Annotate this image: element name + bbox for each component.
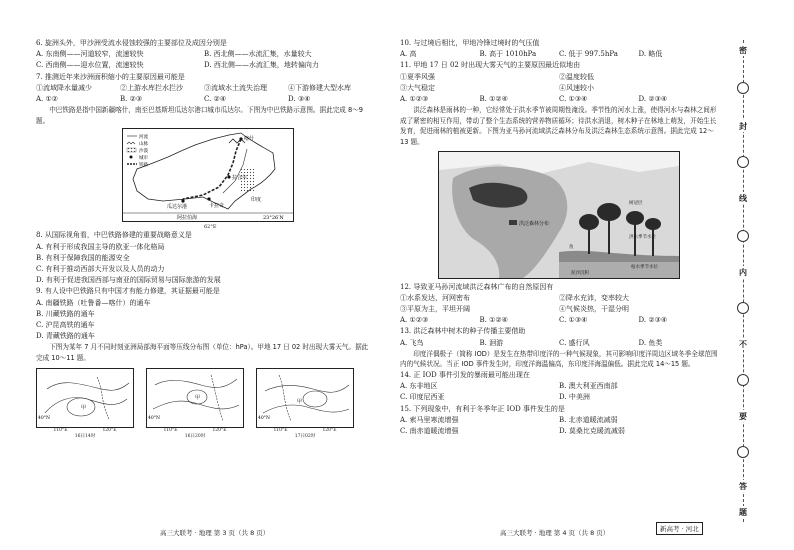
option: D. 有利于促进我国西部与南亚的国际贸易与国际旅游的发展 bbox=[36, 276, 221, 285]
q7-statements bbox=[36, 83, 372, 94]
seal-char: 密 bbox=[732, 44, 754, 56]
option: A. 东南侧——河道较窄，流速较快 bbox=[36, 50, 144, 59]
question-11: 11. 甲地 17 日 02 时出现大雾天气的主要原因最近似地由 bbox=[400, 61, 581, 70]
svg-text:40°N: 40°N bbox=[148, 415, 160, 421]
option: C. ①③④ bbox=[559, 316, 588, 325]
option: C. 盛行风 bbox=[559, 338, 590, 347]
seal-char: 题 bbox=[732, 506, 754, 518]
statement: ④下游修建大型水库 bbox=[288, 83, 351, 92]
option: A. 飞鸟 bbox=[400, 338, 424, 347]
intro-12-13: 洪泛森林是雨林的一种，它经常处于洪水季节被周期性淹没。季节性的河水上涨，使得河水与森林之间形成了紧密的相互作用，带动了整个生态系统的营养物质循环；待洪水消退，树木种子在林地上萌发，开始生长发育，促进雨林的植被更新。下图为亚马孙河流域洪泛森林分布及洪泛森林生态系统示意图。据此完成 12～13 题。 bbox=[400, 106, 717, 146]
question-8: 8. 从国际视角看，中巴铁路修建的重要战略意义是 bbox=[36, 231, 192, 240]
lon-label: 110°E bbox=[163, 427, 178, 433]
option: C. 南赤道暖流增强 bbox=[400, 427, 459, 436]
statement: ①水系发达，河网密布 bbox=[400, 293, 470, 302]
option: D. 莫桑比克暖流减弱 bbox=[559, 427, 625, 436]
option: A. ①②③ bbox=[400, 95, 429, 104]
option: A. 有利于形成我国主导的欧亚一体化格局 bbox=[36, 242, 165, 251]
option: B. 川藏铁路的通车 bbox=[36, 309, 95, 318]
option: D. 西北侧——水流汇集，地转偏向力 bbox=[204, 61, 319, 70]
city-label: 拉合尔 bbox=[232, 175, 248, 182]
svg-text:沙漠: 沙漠 bbox=[139, 149, 148, 155]
isobar-svg bbox=[37, 369, 133, 427]
option: A. 高 bbox=[400, 50, 417, 59]
mountain-symbol bbox=[229, 139, 245, 143]
isobar-svg bbox=[147, 369, 243, 427]
svg-text:甲: 甲 bbox=[297, 398, 303, 405]
amazon-figure-svg bbox=[439, 152, 679, 278]
lon-label: 120°E bbox=[102, 427, 117, 433]
seal-char: 答 bbox=[732, 480, 754, 492]
question-12: 12. 导致亚马孙河流域洪泛森林广布的自然原因有 bbox=[400, 282, 554, 291]
statement: ①夏季风强 bbox=[400, 72, 435, 81]
railway-map bbox=[122, 128, 294, 222]
figure-label: 洪水季节水位 bbox=[629, 234, 656, 240]
map-label: 瓜达尔港 bbox=[167, 204, 188, 211]
option: C. 沪昆高铁的通车 bbox=[36, 321, 95, 330]
city-label: 卡拉奇 bbox=[209, 203, 225, 210]
option: A. 南疆铁路（吐鲁番—喀什）的通车 bbox=[36, 298, 151, 307]
circle-mark bbox=[737, 156, 749, 168]
option: D. 鱼类 bbox=[638, 338, 663, 347]
option: D. 青藏铁路的通车 bbox=[36, 332, 95, 341]
city-dot bbox=[181, 200, 184, 203]
option: B. 澳大利亚西南部 bbox=[559, 382, 618, 391]
svg-text:40°N: 40°N bbox=[258, 415, 270, 421]
statement: ②上游水库拦水拦沙 bbox=[120, 83, 183, 92]
question-13: 13. 洪泛森林中树木的种子传播主要借助 bbox=[400, 327, 526, 336]
option: A. ①②③ bbox=[400, 316, 429, 325]
q13-options bbox=[400, 338, 718, 349]
figure-legend: 洪泛森林分布 bbox=[519, 220, 550, 227]
option: B. ①②④ bbox=[479, 316, 508, 325]
q6-options bbox=[36, 49, 372, 60]
option: B. 高于 1010hPa bbox=[479, 50, 537, 59]
q6-options bbox=[36, 60, 372, 71]
city-dot bbox=[207, 198, 210, 201]
left-column bbox=[36, 38, 372, 440]
railway-line bbox=[183, 139, 241, 199]
svg-text:甲: 甲 bbox=[195, 394, 201, 401]
map-label: 阿拉伯海 bbox=[177, 215, 198, 222]
statement: ①流域降水量减少 bbox=[36, 83, 92, 92]
option: C. ①③④ bbox=[559, 95, 588, 104]
svg-text:河流: 河流 bbox=[139, 135, 148, 141]
question-14: 14. 正 IOD 事件引发的暴雨最可能出现在 bbox=[400, 371, 530, 379]
seal-char: 线 bbox=[732, 192, 754, 204]
isobar-map-1 bbox=[36, 368, 134, 440]
city-dot bbox=[239, 138, 242, 141]
figure-label: 枯水季节水位 bbox=[631, 264, 658, 270]
seal-char: 要 bbox=[732, 410, 754, 422]
lon-label: 120°E bbox=[322, 427, 337, 433]
option: D. ②③④ bbox=[638, 316, 668, 325]
statement: ②温度较低 bbox=[559, 72, 594, 81]
q15-options bbox=[400, 426, 718, 437]
option: D. ②③④ bbox=[638, 95, 668, 104]
svg-text:山脉: 山脉 bbox=[139, 142, 148, 148]
question-10: 10. 与过境后相比，甲地冷锋过境时的气压值 bbox=[400, 39, 540, 47]
q11-statements bbox=[400, 83, 718, 94]
lon-label: 110°E bbox=[53, 427, 68, 433]
statement: ②降水充沛，变率较大 bbox=[559, 293, 629, 302]
option: C. 低于 997.5hPa bbox=[559, 50, 618, 59]
isobar-map-3 bbox=[256, 368, 354, 440]
option: C. 西南侧——迎水位置，流速较快 bbox=[36, 61, 144, 70]
option: B. 西北侧——水流汇集，水量较大 bbox=[204, 50, 312, 59]
option: C. 印度尼西亚 bbox=[400, 393, 445, 402]
page-footer-left: 高三大联考 · 地理 第 3 页（共 8 页） bbox=[160, 529, 270, 537]
circle-mark bbox=[737, 302, 749, 314]
lon-label: 120°E bbox=[212, 427, 227, 433]
lon-label: 62°E bbox=[204, 224, 217, 231]
exam-badge: 新高考 · 河北 bbox=[656, 522, 703, 535]
option: B. ①②④ bbox=[479, 95, 508, 104]
map-label: 印度 bbox=[251, 197, 262, 204]
lon-label: 110°E bbox=[273, 427, 288, 433]
svg-text:铁路: 铁路 bbox=[139, 163, 148, 169]
option: D. 中美洲 bbox=[559, 393, 590, 402]
map-time: 17日02时 bbox=[294, 433, 316, 439]
map-time: 16日14时 bbox=[74, 433, 96, 439]
q12-options bbox=[400, 315, 718, 326]
circle-mark bbox=[737, 230, 749, 242]
option: D. 略低 bbox=[638, 50, 663, 59]
q11-options bbox=[400, 94, 718, 105]
statement: ④气候炎热，干湿分明 bbox=[559, 305, 629, 313]
legend bbox=[127, 133, 148, 168]
question-7: 7. 推测近年来沙洲面积缩小的主要原因最可能是 bbox=[36, 72, 185, 81]
option: B. 洄游 bbox=[479, 338, 504, 347]
question-6: 6. 旋洲头外，甲沙洲受流水侵蚀较强的主要部位及成因分别是 bbox=[36, 39, 227, 47]
option: B. 有利于保障我国的能源安全 bbox=[36, 253, 130, 262]
intro-8-9: 中巴铁路是指中国新疆喀什，南至巴基斯坦瓜达尔港口城市瓜达尔。下图为中巴铁路示意图。据此完成 8～9 题。 bbox=[36, 106, 363, 125]
figure-label: 泥沙沉积 bbox=[571, 270, 589, 276]
city-dot bbox=[227, 176, 230, 179]
option: C. ②④ bbox=[204, 95, 227, 104]
statement: ③流域水土流失治理 bbox=[204, 83, 267, 92]
map-time: 16日20时 bbox=[184, 433, 206, 439]
svg-text:甲: 甲 bbox=[81, 404, 87, 411]
intro-10-11: 下图为某年 7 月不同时刻亚洲局部海平面等压线分布图（单位：hPa）。甲地 17 日 02 时出现大雾天气。据此完成 10～11 题。 bbox=[36, 343, 369, 363]
isobar-svg bbox=[257, 369, 353, 427]
page-footer-right: 高三大联考 · 地理 第 4 页（共 8 页） bbox=[500, 529, 610, 537]
lat-label: 23°26′N bbox=[263, 215, 284, 222]
seal-char: 内 bbox=[732, 266, 754, 278]
statement: ③平原为主，平坦开阔 bbox=[400, 305, 470, 313]
isobar-maps bbox=[36, 368, 372, 440]
question-9: 9. 有人设中巴铁路只有中国才有能力修建，其证据最可能是 bbox=[36, 287, 220, 296]
q7-options bbox=[36, 94, 372, 105]
question-15: 15. 下列现象中，有利于冬季年正 IOD 事件发生的是 bbox=[400, 404, 565, 413]
q11-statements bbox=[400, 72, 718, 83]
statement: ④风速较小 bbox=[559, 83, 594, 92]
q15-options bbox=[400, 415, 718, 426]
option: B. ②③ bbox=[120, 95, 143, 104]
option: A. ①② bbox=[36, 95, 59, 104]
statement: ③大气稳定 bbox=[400, 83, 435, 92]
option: D. ③④ bbox=[288, 95, 311, 104]
circle-mark bbox=[737, 374, 749, 386]
q10-options bbox=[400, 49, 718, 60]
option: A. 东非地区 bbox=[400, 382, 438, 391]
option: B. 北赤道暖流减弱 bbox=[559, 415, 618, 424]
right-column bbox=[400, 38, 718, 437]
intro-14-15: 印度洋偶极子（简称 IOD）是发生在热带印度洋的一种气候现象，其可影响印度洋周边区域冬季全球范围内的气候状况。当正 IOD 事件发生时，印度洋海温偏高，东印度洋海温偏低。据此完成 14～15 题。 bbox=[400, 349, 718, 369]
binding-line bbox=[724, 40, 764, 522]
figure-label: 鱼 bbox=[569, 244, 574, 250]
seal-char: 不 bbox=[732, 338, 754, 350]
circle-mark bbox=[737, 82, 749, 94]
q12-statements bbox=[400, 304, 718, 315]
q14-options bbox=[400, 392, 718, 403]
figure-label: 树冠层 bbox=[629, 200, 643, 206]
railway-map-svg bbox=[123, 129, 293, 221]
option: C. 有利于推动西部大开发以及人员的动力 bbox=[36, 265, 165, 274]
svg-text:城市: 城市 bbox=[139, 156, 148, 162]
amazon-figure bbox=[438, 151, 680, 279]
q12-statements bbox=[400, 293, 718, 304]
isobar-map-2 bbox=[146, 368, 244, 440]
city-label: 喀什 bbox=[244, 136, 255, 143]
circle-mark bbox=[737, 446, 749, 458]
option: A. 索马里寒流增强 bbox=[400, 415, 459, 424]
seal-char: 封 bbox=[732, 120, 754, 132]
q14-options bbox=[400, 381, 718, 392]
svg-text:40°N: 40°N bbox=[38, 415, 50, 421]
